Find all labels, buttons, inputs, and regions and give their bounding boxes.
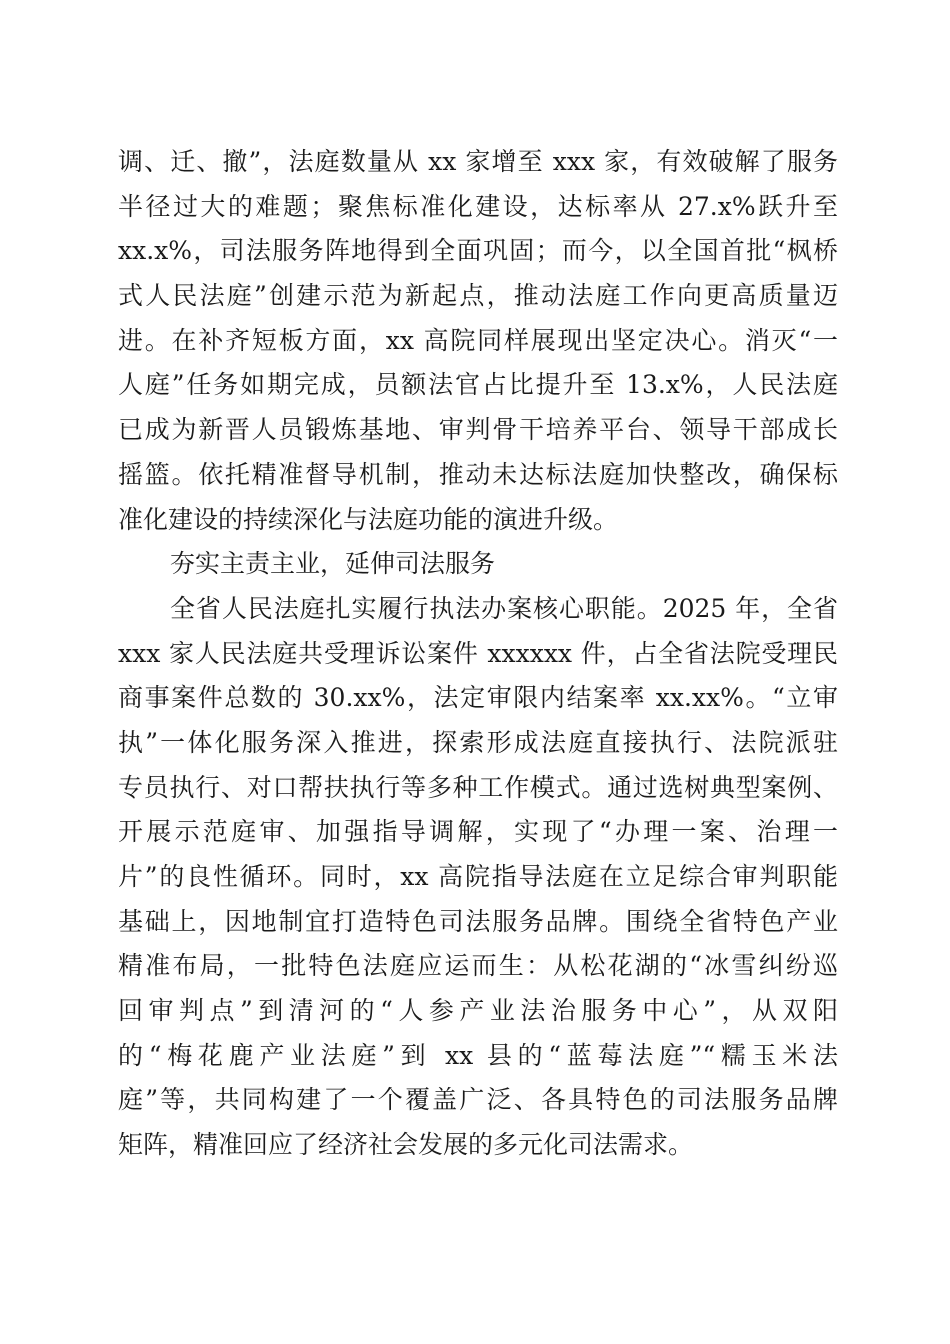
paragraph-2 <box>118 587 838 1168</box>
text-line: 回审判点”到清河的“人参产业法治服务中心”，从双阳 <box>118 996 838 1026</box>
text-line: 摇篮。依托精准督导机制，推动未达标法庭加快整改，确保标 <box>118 459 838 489</box>
text-line: 矩阵，精准回应了经济社会发展的多元化司法需求。 <box>118 1130 694 1160</box>
text-line: 片”的良性循环。同时，xx 高院指导法庭在立足综合审判职能 <box>118 862 838 891</box>
text-line: 执”一体化服务深入推进，探索形成法庭直接执行、法院派驻 <box>118 727 838 757</box>
text-line: 的“梅花鹿产业法庭”到 xx 县的“蓝莓法庭”“糯玉米法 <box>118 1040 838 1070</box>
text-line: 准化建设的持续深化与法庭功能的演进升级。 <box>118 504 619 534</box>
text-line: 开展示范庭审、加强指导调解，实现了“办理一案、治理一 <box>118 817 838 847</box>
section-heading: 夯实主责主业，延伸司法服务 <box>170 549 496 579</box>
text-line: 调、迁、撤”，法庭数量从 xx 家增至 xxx 家，有效破解了服务 <box>118 147 838 176</box>
text-line: 人庭”任务如期完成，员额法官占比提升至 13.x%，人民法庭 <box>118 370 838 400</box>
text-line: 精准布局，一批特色法庭应运而生：从松花湖的“冰雪纠纷巡 <box>118 951 838 981</box>
text-line: xxx 家人民法庭共受理诉讼案件 xxxxxx 件，占全省法院受理民 <box>118 638 838 668</box>
text-line: 已成为新晋人员锻炼基地、审判骨干培养平台、领导干部成长 <box>118 415 838 445</box>
text-line: 进。在补齐短板方面，xx 高院同样展现出坚定决心。消灭“一 <box>118 325 838 355</box>
text-line: xx.x%，司法服务阵地得到全面巩固；而今，以全国首批“枫桥 <box>118 236 838 266</box>
paragraph-1 <box>118 140 838 542</box>
text-line: 专员执行、对口帮扶执行等多种工作模式。通过选树典型案例、 <box>118 772 838 802</box>
text-line: 庭”等，共同构建了一个覆盖广泛、各具特色的司法服务品牌 <box>118 1085 838 1115</box>
text-line: 半径过大的难题；聚焦标准化建设，达标率从 27.x%跃升至 <box>118 191 838 221</box>
document-body <box>118 140 838 1168</box>
text-line: 商事案件总数的 30.xx%，法定审限内结案率 xx.xx%。“立审 <box>118 683 838 713</box>
text-line: 全省人民法庭扎实履行执法办案核心职能。2025 年，全省 <box>170 593 838 623</box>
text-line: 基础上，因地制宜打造特色司法服务品牌。围绕全省特色产业 <box>118 906 838 936</box>
text-line: 式人民法庭”创建示范为新起点，推动法庭工作向更高质量迈 <box>118 281 838 311</box>
